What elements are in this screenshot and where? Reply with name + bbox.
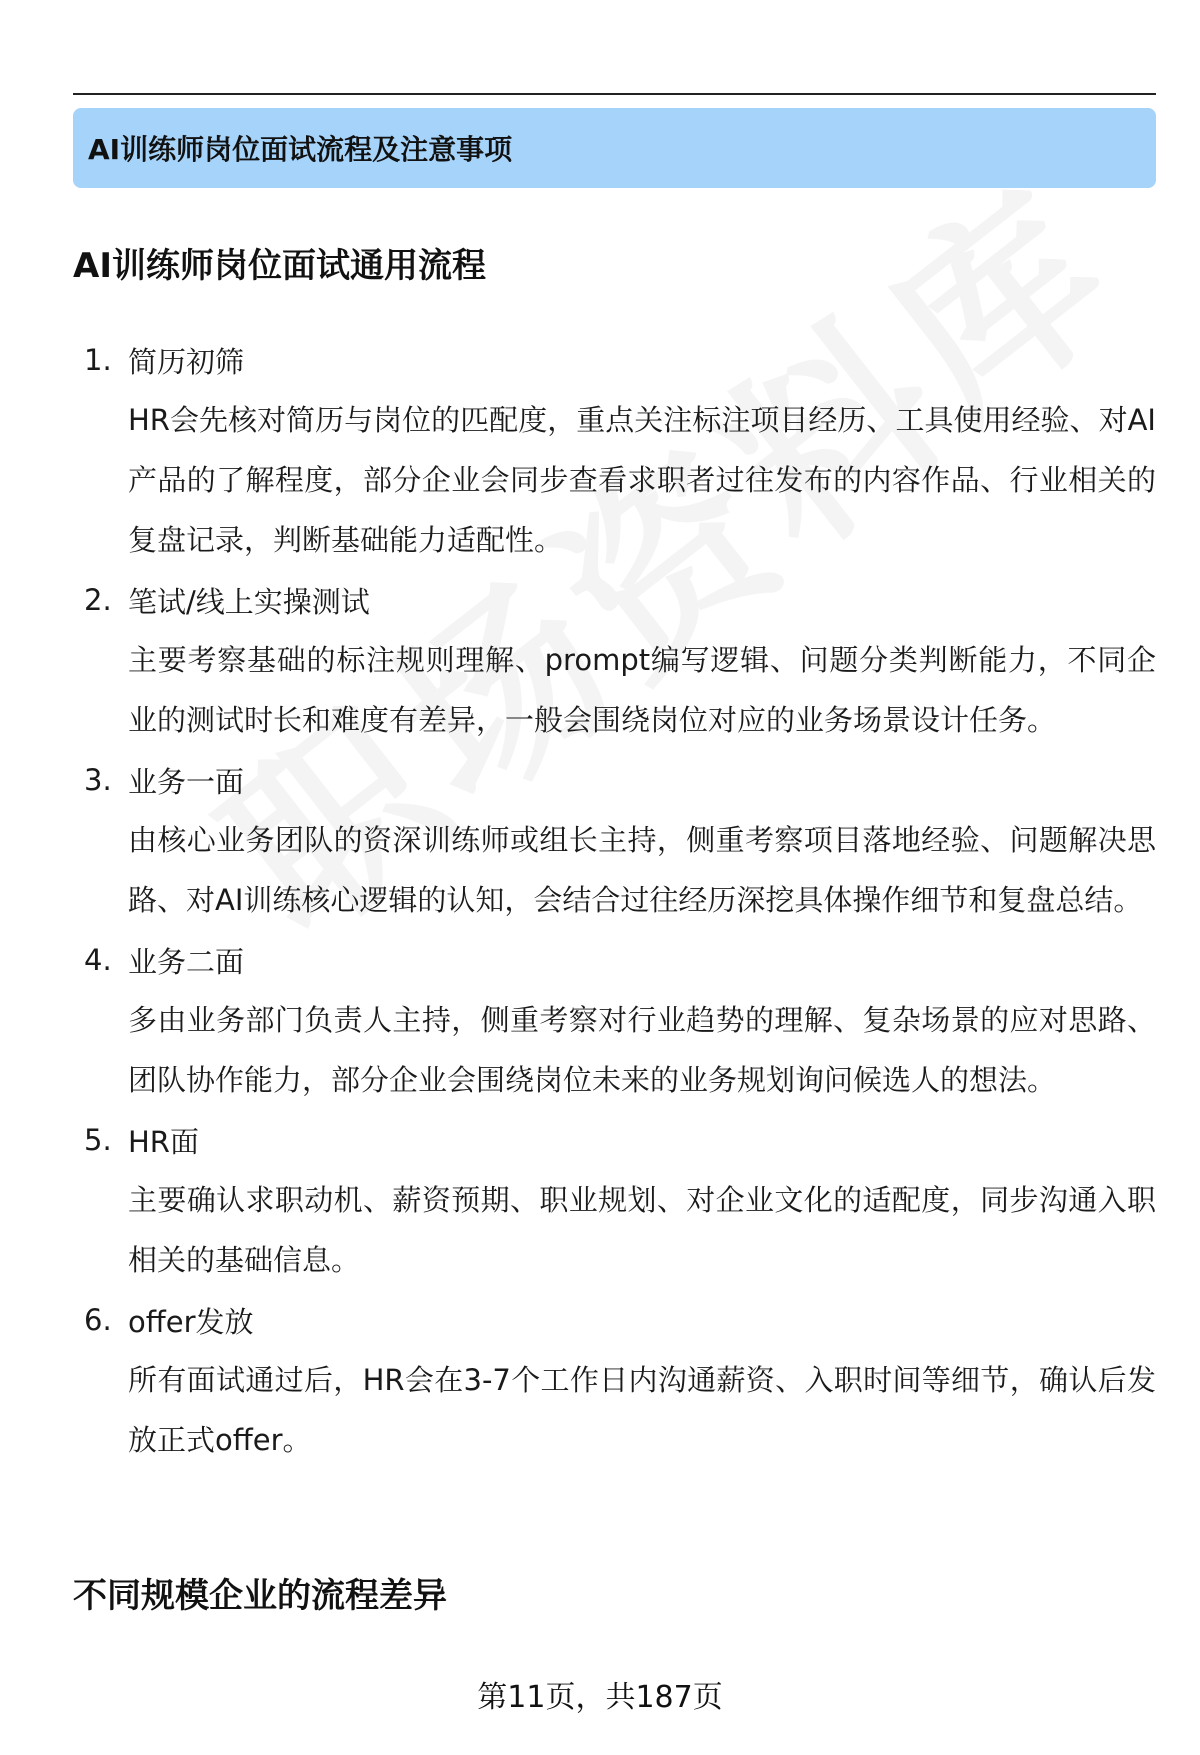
step-description: 由核心业务团队的资深训练师或组长主持，侧重考察项目落地经验、问题解决思路、对AI训练核心逻辑的认知，会结合过往经历深挖具体操作细节和复盘总结。 xyxy=(128,823,1156,917)
list-item xyxy=(84,750,1164,930)
interview-steps-list xyxy=(84,330,1164,1470)
step-number: 5. xyxy=(84,1123,112,1157)
step-number: 3. xyxy=(84,763,112,797)
section-heading-size-differences: 不同规模企业的流程差异 xyxy=(73,1576,447,1616)
list-item xyxy=(84,1110,1164,1290)
step-title-row xyxy=(84,570,1164,630)
step-title-row xyxy=(84,750,1164,810)
step-title: 业务二面 xyxy=(128,944,245,979)
step-title: HR面 xyxy=(128,1124,199,1159)
top-divider xyxy=(73,93,1156,95)
step-title-row xyxy=(84,1110,1164,1170)
title-banner xyxy=(73,108,1156,188)
page-number: 第11页，共187页 xyxy=(477,1680,723,1715)
list-item xyxy=(84,930,1164,1110)
list-item xyxy=(84,330,1164,570)
list-item xyxy=(84,1290,1164,1470)
step-number: 1. xyxy=(84,343,112,377)
step-title: 业务一面 xyxy=(128,764,245,799)
section-heading-general-flow: AI训练师岗位面试通用流程 xyxy=(73,246,486,286)
banner-title: AI训练师岗位面试流程及注意事项 xyxy=(88,133,513,166)
list-item xyxy=(84,570,1164,750)
step-title: 简历初筛 xyxy=(128,344,245,379)
step-title-row xyxy=(84,1290,1164,1350)
step-number: 6. xyxy=(84,1303,112,1337)
step-description: 主要确认求职动机、薪资预期、职业规划、对企业文化的适配度，同步沟通入职相关的基础信息。 xyxy=(128,1183,1156,1277)
step-number: 2. xyxy=(84,583,112,617)
step-number: 4. xyxy=(84,943,112,977)
step-description: 主要考察基础的标注规则理解、prompt编写逻辑、问题分类判断能力，不同企业的测试时长和难度有差异，一般会围绕岗位对应的业务场景设计任务。 xyxy=(128,643,1156,737)
step-title-row xyxy=(84,330,1164,390)
step-description: HR会先核对简历与岗位的匹配度，重点关注标注项目经历、工具使用经验、对AI产品的了解程度，部分企业会同步查看求职者过往发布的内容作品、行业相关的复盘记录，判断基础能力适配性。 xyxy=(128,403,1156,557)
step-description: 多由业务部门负责人主持，侧重考察对行业趋势的理解、复杂场景的应对思路、团队协作能力，部分企业会围绕岗位未来的业务规划询问候选人的想法。 xyxy=(128,1003,1156,1097)
step-title: 笔试/线上实操测试 xyxy=(128,584,370,619)
step-description: 所有面试通过后，HR会在3-7个工作日内沟通薪资、入职时间等细节，确认后发放正式offer。 xyxy=(128,1363,1156,1457)
step-title-row xyxy=(84,930,1164,990)
step-title: offer发放 xyxy=(128,1304,254,1339)
